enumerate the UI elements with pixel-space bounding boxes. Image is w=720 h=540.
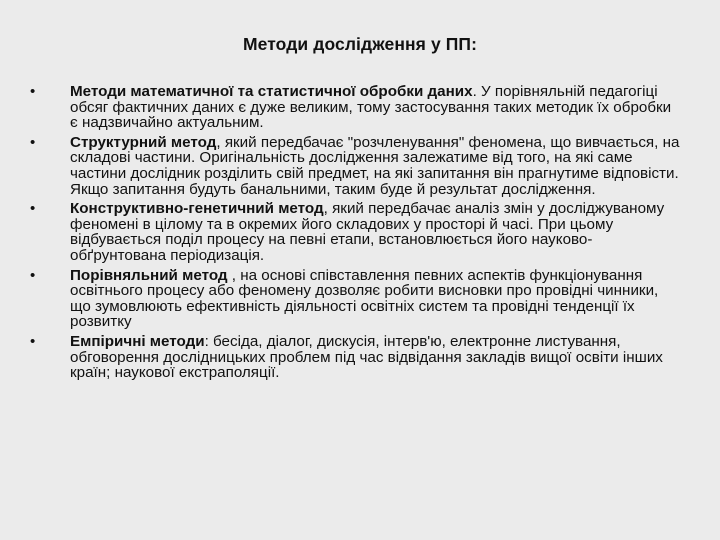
methods-list (30, 84, 680, 385)
bullet-icon: • (30, 200, 36, 218)
method-term: Структурний метод (70, 133, 217, 151)
method-term: Емпіричні методи (70, 332, 205, 350)
method-description: , на основі співставлення певних аспектів функціонування освітнього процесу або феномену дозволяє робити висновки про провідні чинники, що зумовлюють ефективність діяльності освітніх систем та провідні тенденції їх розвитку (70, 266, 659, 331)
method-term: Порівняльний метод (70, 266, 228, 284)
method-description: , який передбачає аналіз змін у досліджуваному феномені в цілому та в окремих його складових у просторі й часі. При цьому відбувається поділ процесу на певні етапи, встановлюється його науково-обґрунтована періодизація. (70, 200, 665, 264)
list-item (30, 135, 680, 197)
method-term: Методи математичної та статистичної обробки даних (70, 83, 473, 100)
list-item (30, 84, 680, 131)
bullet-icon: • (30, 332, 36, 350)
method-description: , який передбачає "розчленування" феномена, що вивчається, на складові частини. Оригінальність дослідження залежатиме від того, на які саме частини дослідник розділить свій предмет, на які запитання він прагнутиме відповісти. Якщо запитання будуть банальними, таким буде й результат дослідження. (70, 133, 680, 198)
list-item (30, 268, 680, 330)
method-term: Конструктивно-генетичний метод (70, 200, 324, 218)
bullet-icon: • (30, 133, 36, 151)
method-description: : бесіда, діалог, дискусія, інтерв'ю, електронне листування, обговорення дослідницьких проблем під час відвідання закладів вищої освіти інших країн; наукової екстраполяції. (70, 332, 663, 382)
bullet-icon: • (30, 83, 36, 100)
bullet-icon: • (30, 266, 36, 284)
slide-title: Методи дослідження у ПП: (242, 34, 478, 54)
method-description: . У порівняльній педагогіці обсяг фактичних даних є дуже великим, тому застосування таких методик їх обробки є надзвичайно актуальним. (70, 83, 672, 132)
list-item (30, 201, 680, 263)
list-item (30, 334, 680, 381)
